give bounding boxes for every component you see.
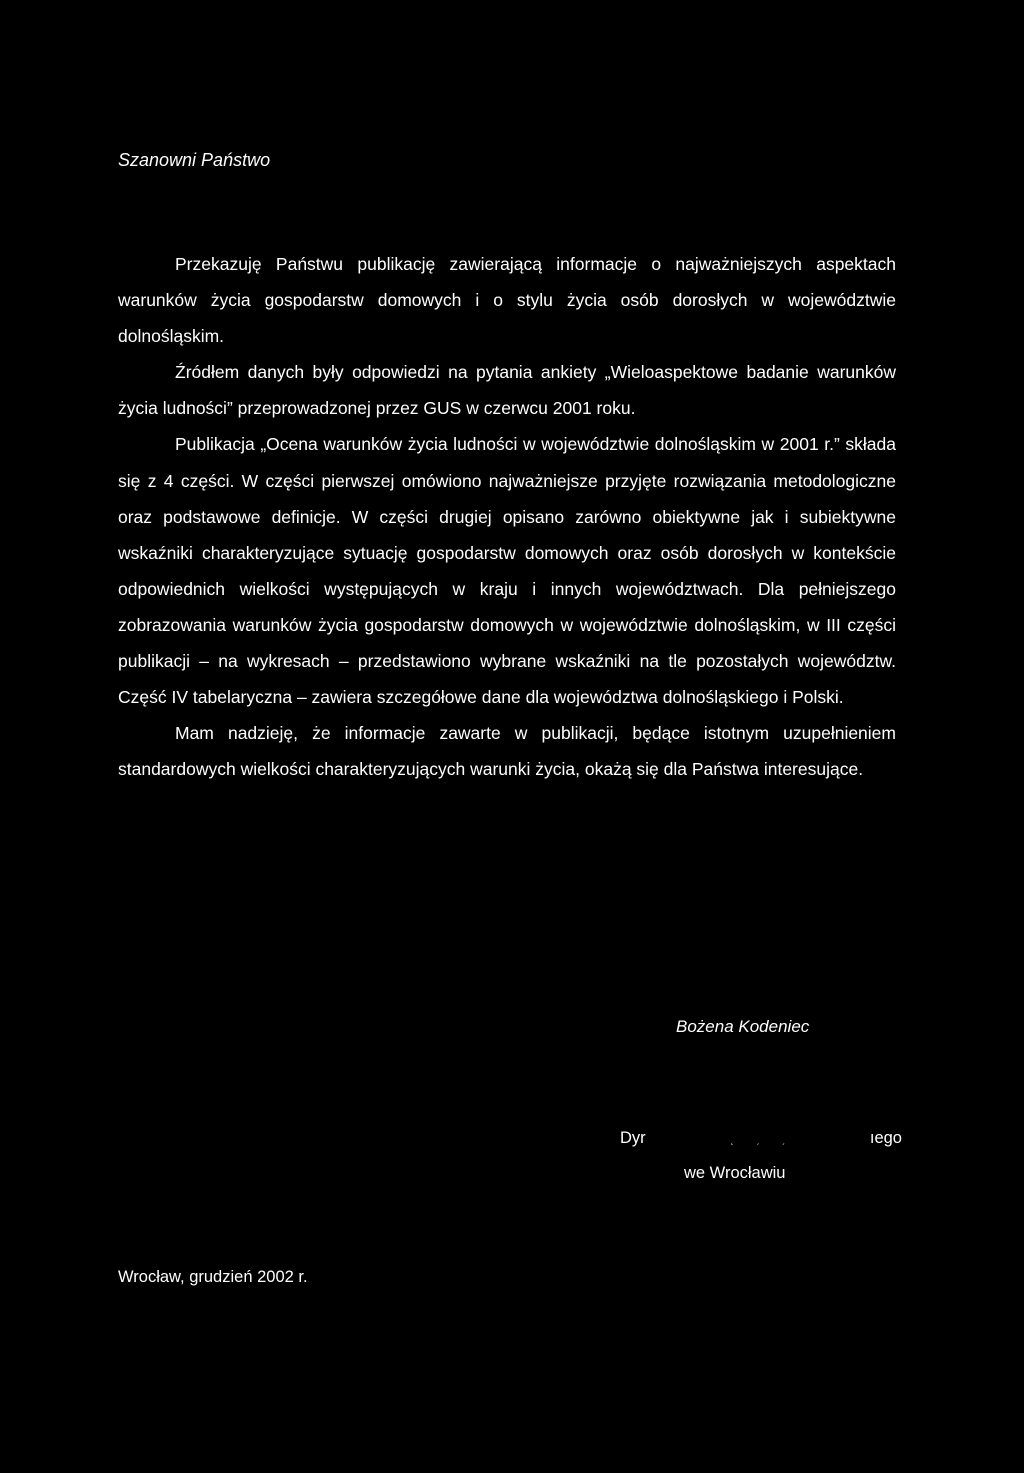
signatory-title-line	[620, 1122, 902, 1157]
letter-body	[118, 246, 896, 787]
signatory-location: we Wrocławiu	[684, 1164, 786, 1182]
title-mark: ˏ	[756, 1135, 760, 1146]
title-mark: ˛	[730, 1135, 735, 1146]
title-start: Dyr	[620, 1129, 646, 1147]
signatory-title	[620, 1122, 902, 1189]
paragraph-structure: Publikacja „Ocena warunków życia ludności w województwie dolnośląskim w 2001 r.” składa się z 4 części. W części pierwszej omówiono najważniejsze przyjęte rozwiązania metodologiczne oraz podstawowe definicje. W części drugiej opisano zarówno obiektywne jak i subiektywne wskaźniki charakteryzujące sytuację gospodarstw domowych oraz osób dorosłych w kontekście odpowiednich wielkości występujących w kraju i innych województwach. Dla pełniejszego zobrazowania warunków życia gospodarstw domowych w województwie dolnośląskim, w III części publikacji – na wykresach – przedstawiono wybrane wskaźniki na tle pozostałych województw. Część IV tabelaryczna – zawiera szczegółowe dane dla województwa dolnośląskiego i Polski.	[118, 434, 896, 708]
paragraph-source: Źródłem danych były odpowiedzi na pytania ankiety „Wieloaspektowe badanie warunków życia ludności” przeprowadzonej przez GUS w czerwcu 2001 roku.	[118, 362, 896, 419]
signatory-name: Bożena Kodeniec	[676, 1017, 810, 1036]
title-mark: ˏ	[781, 1135, 785, 1146]
salutation: Szanowni Państwo	[118, 150, 271, 170]
paragraph-intro: Przekazuję Państwu publikację zawierającą informacje o najważniejszych aspektach warunków życia gospodarstw domowych i o stylu życia osób dorosłych w województwie dolnośląskim.	[118, 254, 896, 347]
title-end: ıego	[869, 1129, 902, 1147]
title-obscured-marks	[646, 1125, 870, 1157]
paragraph-closing: Mam nadzieję, że informacje zawarte w publikacji, będące istotnym uzupełnieniem standardowych wielkości charakteryzujących warunki życia, okażą się dla Państwa interesujące.	[118, 723, 896, 780]
place-and-date: Wrocław, grudzień 2002 r.	[118, 1268, 308, 1286]
